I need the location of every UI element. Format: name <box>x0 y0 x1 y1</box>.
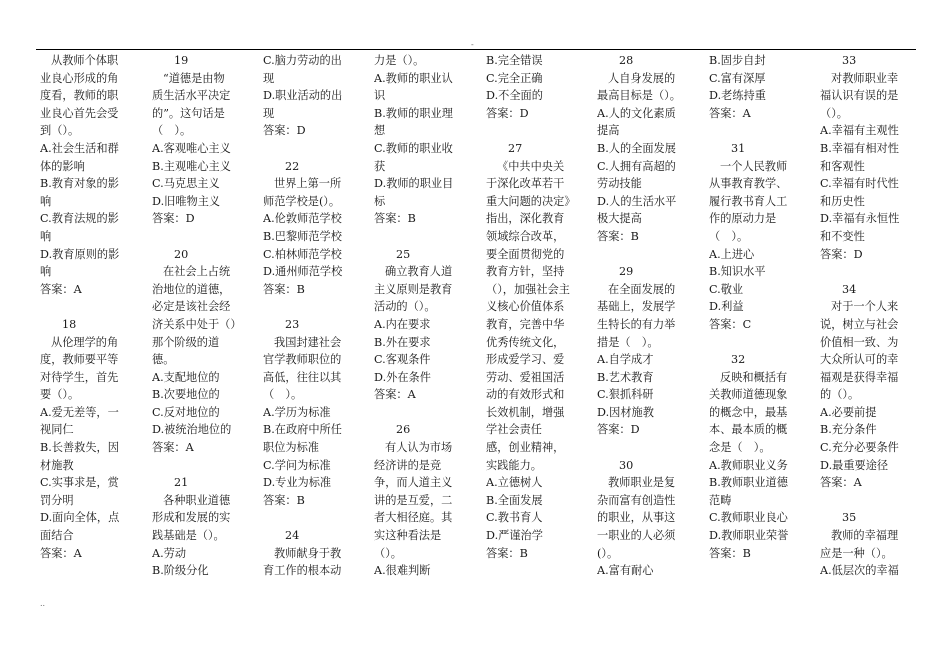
text-line: 从伦理学的角 <box>51 335 119 349</box>
text-line: 体的影响 <box>40 159 85 173</box>
text-column-6 <box>597 52 697 580</box>
text-line: 在社会上占统 <box>163 265 231 279</box>
text-line: 业良心首先会受 <box>40 106 119 120</box>
text-line: 答案：B <box>486 546 528 560</box>
line-spacer <box>152 457 252 475</box>
text-line: 作的原动力是 <box>709 212 777 226</box>
text-line: A.爱无差等，一 <box>40 405 119 419</box>
text-line: C.富有深厚 <box>709 71 766 85</box>
text-line: D.职业活动的出 <box>263 89 343 103</box>
question-number: 33 <box>842 54 857 67</box>
text-line: 反映和概括有 <box>720 370 788 384</box>
text-line: 大众所认可的幸 <box>820 353 899 367</box>
text-line: 答案：A <box>709 106 751 120</box>
text-line: 想 <box>374 124 386 138</box>
line-spacer <box>40 298 140 316</box>
question-number: 26 <box>396 423 411 437</box>
text-line: 长效机制，增强 <box>486 405 565 419</box>
text-line: C.教师职业良心 <box>709 511 788 525</box>
text-line: A.幸福有主观性 <box>820 124 899 138</box>
text-line: (）。 <box>597 546 619 560</box>
text-line: 获 <box>374 159 386 173</box>
text-line: （ ）。 <box>709 229 749 243</box>
text-line: 极大提高 <box>597 212 642 226</box>
line-spacer <box>709 122 809 140</box>
text-line: D.幸福有永恒性 <box>820 212 900 226</box>
text-line: D.外在条件 <box>374 370 431 384</box>
text-line: 必定是该社会经 <box>152 300 231 314</box>
line-spacer <box>597 439 697 457</box>
text-line: 官学教师职位的 <box>263 353 342 367</box>
text-line: B.次要地位的 <box>152 388 220 402</box>
text-line: C.反对地位的 <box>152 405 220 419</box>
text-line: 一个人民教师 <box>720 159 788 173</box>
text-line: 和不变性 <box>820 229 865 243</box>
question-number: 28 <box>619 54 634 67</box>
text-line: 杂而富有创造性 <box>597 493 676 507</box>
text-line: 形成和发展的实 <box>152 511 231 525</box>
line-spacer <box>152 228 252 246</box>
text-line: B.外在要求 <box>374 335 431 349</box>
text-line: 答案：B <box>709 546 751 560</box>
line-spacer <box>597 246 697 264</box>
text-line: 教育方针，坚持 <box>486 265 565 279</box>
question-number: 22 <box>285 159 300 173</box>
text-line: 一职业的人必须 <box>597 529 676 543</box>
text-line: 的概念中，最基 <box>709 405 788 419</box>
text-column-7 <box>709 52 809 562</box>
text-line: B.主观唯心主义 <box>152 159 231 173</box>
text-line: 福认识有误的是 <box>820 89 899 103</box>
question-number: 27 <box>508 141 523 155</box>
text-line: D.老练持重 <box>709 89 766 103</box>
text-line: 最高目标是（）。 <box>597 89 681 103</box>
text-line: （ ）。 <box>152 124 192 138</box>
text-line: 答案：D <box>263 124 306 138</box>
text-line: 措是（ ）。 <box>597 335 659 349</box>
text-line: 德。 <box>152 353 175 367</box>
line-spacer <box>263 509 363 527</box>
text-line: A.上进心 <box>709 247 755 261</box>
text-line: D.被统治地位的 <box>152 423 232 437</box>
text-line: 范畴 <box>709 493 732 507</box>
text-line: 识 <box>374 89 386 103</box>
line-spacer <box>820 263 920 281</box>
text-line: 答案：D <box>597 423 640 437</box>
text-line: 我国封建社会 <box>274 335 342 349</box>
text-line: A.内在要求 <box>374 317 431 331</box>
text-line: 教师的幸福理 <box>831 529 899 543</box>
text-line: （），加强社会主 <box>486 282 570 296</box>
text-line: C.完全正确 <box>486 71 543 85</box>
text-line: 感，创业精神， <box>486 441 565 455</box>
text-line: A.富有耐心 <box>597 564 654 578</box>
text-line: C.实事求是，赏 <box>40 476 119 490</box>
text-line: 念是（ ）。 <box>709 441 771 455</box>
text-line: 生特长的有力举 <box>597 317 676 331</box>
text-line: 质生活水平决定 <box>152 89 231 103</box>
question-number: 24 <box>285 529 300 543</box>
text-line: D.因材施教 <box>597 405 654 419</box>
text-line: 对教师职业幸 <box>831 71 899 85</box>
text-line: 争，而人道主义 <box>374 476 453 490</box>
text-line: 在全面发展的 <box>608 282 676 296</box>
text-line: 答案：A <box>374 388 416 402</box>
text-line: 学社会责任 <box>486 423 542 437</box>
text-line: 者大相径庭。其 <box>374 511 453 525</box>
question-number: 23 <box>285 317 300 331</box>
text-line: 从事教育教学、 <box>709 177 788 191</box>
text-line: 业良心形成的角 <box>40 71 119 85</box>
text-line: 教育，完善中华 <box>486 317 565 331</box>
text-line: 实这种看法是 <box>374 529 442 543</box>
text-line: 要全面贯彻党的 <box>486 247 565 261</box>
question-number: 31 <box>731 141 746 155</box>
question-number: 30 <box>619 458 634 472</box>
text-line: A.客观唯心主义 <box>152 141 231 155</box>
text-line: B.阶级分化 <box>152 564 209 578</box>
question-number: 25 <box>396 247 411 261</box>
text-line: C.脑力劳动的出 <box>263 54 342 67</box>
text-line: 优秀传统文化， <box>486 335 565 349</box>
text-line: C.客观条件 <box>374 353 431 367</box>
text-line: 答案：D <box>486 106 529 120</box>
text-line: B.全面发展 <box>486 493 543 507</box>
text-line: 面结合 <box>40 529 74 543</box>
text-line: （）。 <box>820 106 848 120</box>
text-line: 高低，往往以其 <box>263 370 342 384</box>
text-line: B.知识水平 <box>709 265 766 279</box>
text-line: 现 <box>263 106 275 120</box>
text-line: 劳动技能 <box>597 177 642 191</box>
text-line: 对待学生，首先 <box>40 370 119 384</box>
line-spacer <box>486 122 586 140</box>
text-line: 现 <box>263 71 275 85</box>
text-line: 济关系中处于（） <box>152 317 242 331</box>
line-spacer <box>374 228 474 246</box>
text-line: 人自身发展的 <box>608 71 676 85</box>
question-number: 35 <box>842 511 857 525</box>
text-line: 领域综合改革， <box>486 229 565 243</box>
text-line: 响 <box>40 265 52 279</box>
text-line: 和客观性 <box>820 159 865 173</box>
text-line: 的职业，从事这 <box>597 511 676 525</box>
text-line: 答案：B <box>597 229 639 243</box>
text-line: 福观是获得幸福 <box>820 370 899 384</box>
text-line: 确立教育人道 <box>385 265 453 279</box>
text-column-1 <box>40 52 140 562</box>
text-line: 本、最本质的概 <box>709 423 788 437</box>
footer-mark: .. <box>40 599 46 608</box>
text-line: （）。 <box>374 546 402 560</box>
text-line: B.固步自封 <box>709 54 766 67</box>
text-line: 世界上第一所 <box>274 177 342 191</box>
text-line: C.学问为标准 <box>263 458 331 472</box>
text-line: （ ）。 <box>263 388 303 402</box>
text-column-8 <box>820 52 920 580</box>
line-spacer <box>820 492 920 510</box>
text-line: 到（）。 <box>40 124 80 138</box>
question-number: 20 <box>174 247 189 261</box>
text-column-3 <box>263 52 363 580</box>
text-line: 义核心价值体系 <box>486 300 565 314</box>
text-line: A.支配地位的 <box>152 370 220 384</box>
text-line: 基础上，发展学 <box>597 300 676 314</box>
text-line: 材施教 <box>40 458 74 472</box>
text-line: 那个阶级的道 <box>152 335 220 349</box>
text-line: C.人拥有高超的 <box>597 159 676 173</box>
text-line: 答案：D <box>820 247 863 261</box>
text-line: A.很难判断 <box>374 564 431 578</box>
text-line: 答案：D <box>152 212 195 226</box>
text-line: D.严谨治学 <box>486 529 543 543</box>
text-line: D.最重要途径 <box>820 458 889 472</box>
text-line: A.必要前提 <box>820 405 877 419</box>
text-line: C.敬业 <box>709 282 744 296</box>
text-line: 答案：A <box>40 546 82 560</box>
text-line: 说，树立与社会 <box>820 317 899 331</box>
text-line: A.人的文化素质 <box>597 106 676 120</box>
text-line: 教师职业是复 <box>608 476 676 490</box>
text-line: B.在政府中所任 <box>263 423 342 437</box>
text-line: D.面向全体，点 <box>40 511 120 525</box>
text-line: A.自学成才 <box>597 353 654 367</box>
text-line: 经济讲的是竞 <box>374 458 442 472</box>
text-line: B.教师的职业理 <box>374 106 453 120</box>
text-line: C.教师的职业收 <box>374 141 453 155</box>
text-line: D.利益 <box>709 300 744 314</box>
text-line: A.教师职业义务 <box>709 458 788 472</box>
text-line: 履行教书育人工 <box>709 194 788 208</box>
text-line: 的（）。 <box>820 388 860 402</box>
text-line: A.低层次的幸福 <box>820 564 899 578</box>
text-line: 力是（）。 <box>374 54 425 67</box>
text-line: A.教师的职业认 <box>374 71 453 85</box>
text-line: 度看，教师的职 <box>40 89 119 103</box>
question-number: 19 <box>174 54 189 67</box>
text-line: D.不全面的 <box>486 89 543 103</box>
text-line: D.专业为标准 <box>263 476 332 490</box>
text-line: 答案：B <box>374 212 416 226</box>
text-line: 讲的是互爱，二 <box>374 493 453 507</box>
text-line: B.教师职业道德 <box>709 476 788 490</box>
text-line: 践基础是（）。 <box>152 529 225 543</box>
text-line: 答案：A <box>820 476 862 490</box>
text-line: 师范学校是(）。 <box>263 194 341 208</box>
text-line: 应是一种（）。 <box>820 546 893 560</box>
text-line: B.长善救失，因 <box>40 441 119 455</box>
line-spacer <box>263 298 363 316</box>
text-line: 指出，深化教育 <box>486 212 565 226</box>
text-line: 响 <box>40 229 52 243</box>
text-line: 答案：B <box>263 493 305 507</box>
text-line: C.柏林师范学校 <box>263 247 342 261</box>
text-line: 动的有效形式和 <box>486 388 565 402</box>
text-line: 答案：C <box>709 317 752 331</box>
text-line: 实践能力。 <box>486 458 542 472</box>
text-line: 答案：B <box>263 282 305 296</box>
text-line: 育工作的根本动 <box>263 564 342 578</box>
line-spacer <box>374 404 474 422</box>
header-mark: - <box>471 40 474 49</box>
text-column-5 <box>486 52 586 562</box>
text-line: 响 <box>40 194 52 208</box>
text-line: C.教育法规的影 <box>40 212 119 226</box>
text-line: 活动的（）。 <box>374 300 436 314</box>
text-line: B.幸福有相对性 <box>820 141 899 155</box>
text-line: 价值相一致、为 <box>820 335 899 349</box>
text-line: 提高 <box>597 124 620 138</box>
text-line: A.社会生活和群 <box>40 141 119 155</box>
text-line: A.劳动 <box>152 546 187 560</box>
text-line: C.充分必要条件 <box>820 441 899 455</box>
text-line: C.狠抓科研 <box>597 388 654 402</box>
text-line: 主义原则是教育 <box>374 282 453 296</box>
text-line: C.马克思主义 <box>152 177 220 191</box>
question-number: 34 <box>842 282 857 296</box>
text-line: 各种职业道德 <box>163 493 231 507</box>
text-line: 答案：A <box>40 282 82 296</box>
text-line: D.人的生活水平 <box>597 194 677 208</box>
text-line: B.教育对象的影 <box>40 177 119 191</box>
text-line: C.幸福有时代性 <box>820 177 899 191</box>
text-line: A.学历为标准 <box>263 405 331 419</box>
text-line: D.教育原则的影 <box>40 247 120 261</box>
text-line: A.伦敦师范学校 <box>263 212 342 226</box>
text-line: 治地位的道德， <box>152 282 231 296</box>
question-number: 32 <box>731 353 746 367</box>
text-line: 有人认为市场 <box>385 441 453 455</box>
text-line: 重大问题的决定》 <box>486 194 576 208</box>
text-line: C.教书育人 <box>486 511 543 525</box>
text-line: B.人的全面发展 <box>597 141 676 155</box>
question-number: 18 <box>62 317 77 331</box>
text-line: “道德是由物 <box>163 71 225 85</box>
line-spacer <box>263 140 363 158</box>
text-line: D.旧唯物主义 <box>152 194 221 208</box>
text-line: A.立德树人 <box>486 476 543 490</box>
text-line: 职位为标准 <box>263 441 319 455</box>
text-line: D.教师的职业目 <box>374 177 454 191</box>
text-line: 劳动、爱祖国活 <box>486 370 565 384</box>
question-number: 21 <box>174 476 189 490</box>
header-rule <box>36 49 916 50</box>
text-line: 标 <box>374 194 386 208</box>
text-line: 形成爱学习、爱 <box>486 353 565 367</box>
text-line: 视同仁 <box>40 423 74 437</box>
text-line: B.充分条件 <box>820 423 877 437</box>
text-line: 答案：A <box>152 441 194 455</box>
text-line: D.通州师范学校 <box>263 265 343 279</box>
text-line: 关教师道德现象 <box>709 388 788 402</box>
text-line: 要（）。 <box>40 388 80 402</box>
text-line: 从教师个体职 <box>51 54 119 67</box>
text-line: 对于一个人来 <box>831 300 899 314</box>
text-line: B.艺术教育 <box>597 370 654 384</box>
text-line: 教师献身于教 <box>274 546 342 560</box>
question-number: 29 <box>619 265 634 279</box>
text-line: 《中共中央关 <box>497 159 565 173</box>
text-line: B.巴黎师范学校 <box>263 229 342 243</box>
text-line: 和历史性 <box>820 194 865 208</box>
text-line: D.教师职业荣誉 <box>709 529 789 543</box>
text-line: 罚分明 <box>40 493 74 507</box>
text-line: 度，教师要平等 <box>40 353 119 367</box>
line-spacer <box>709 334 809 352</box>
text-column-4 <box>374 52 474 580</box>
text-line: 于深化改革若干 <box>486 177 565 191</box>
text-line: 的”。这句话是 <box>152 106 225 120</box>
text-column-2 <box>152 52 252 580</box>
text-line: B.完全错误 <box>486 54 543 67</box>
